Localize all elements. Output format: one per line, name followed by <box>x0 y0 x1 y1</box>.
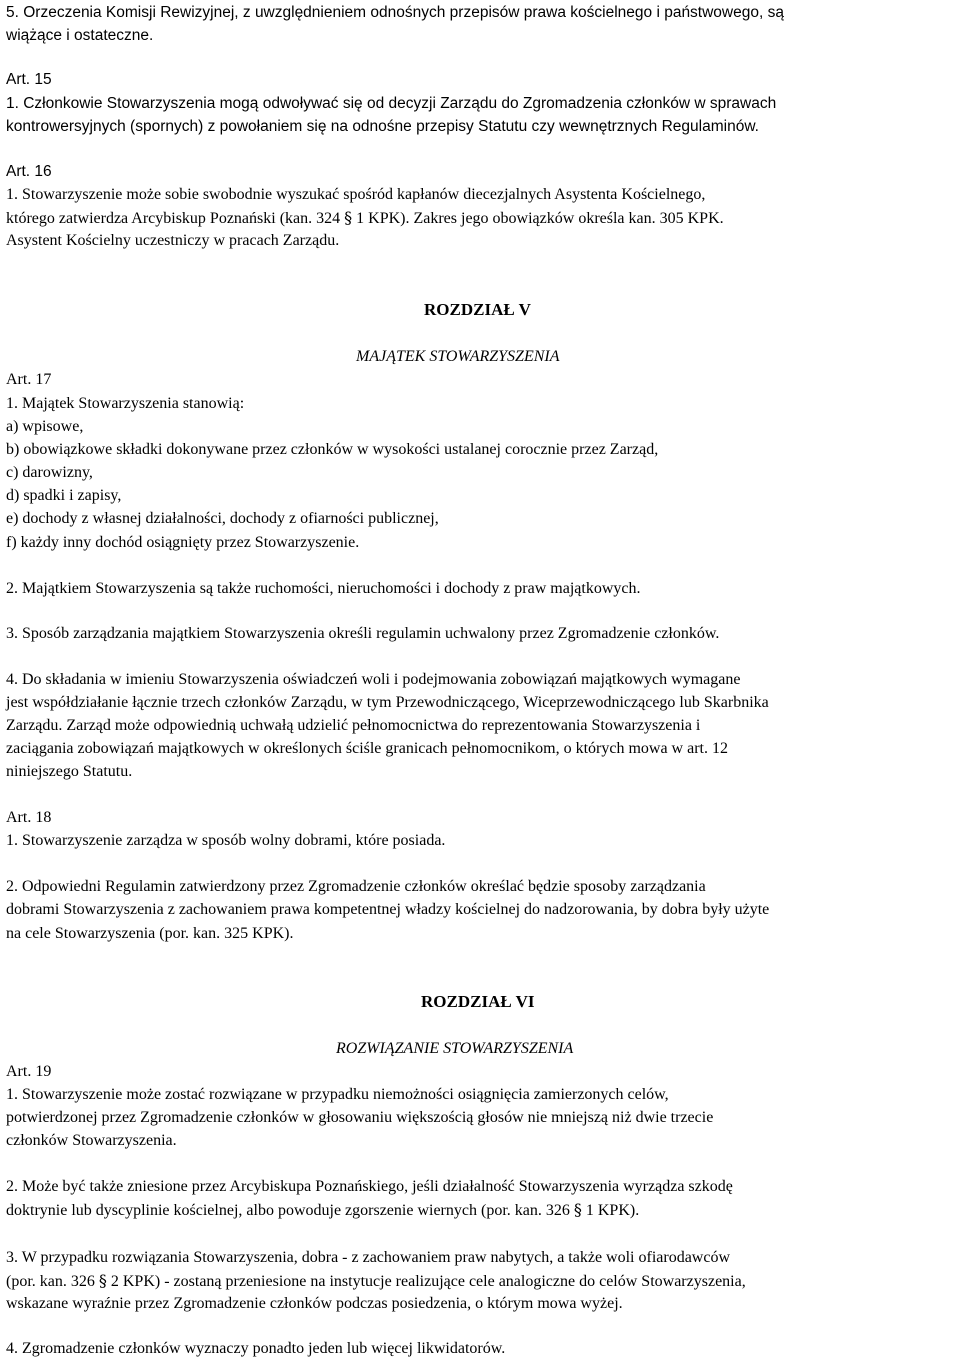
section-sign: § <box>98 1271 107 1290</box>
art17-item4-line2: jest współdziałanie łącznie trzech członków Zarządu, w tym Przewodniczącego, Wiceprzewodniczącego lub Skarbnika <box>6 694 769 711</box>
art19-item1-line3: członków Stowarzyszenia. <box>6 1132 177 1149</box>
chapter-6-title: ROZWIĄZANIE STOWARZYSZENIA <box>336 1040 574 1057</box>
chapter-5-number: ROZDZIAŁ V <box>424 300 531 319</box>
art19-item1-line2: potwierdzonej przez Zgromadzenie członków w głosowaniu większością głosów nie mniejszą niż dwie trzecie <box>6 1109 714 1126</box>
art16-heading: Art. 16 <box>6 163 52 180</box>
art18-item2-line3: na cele Stowarzyszenia (por. kan. 325 KPK). <box>6 925 294 942</box>
art16-line2-end: 1 KPK). Zakres jego obowiązków określa kan. 305 KPK. <box>356 210 724 227</box>
art17-subitem-f: f) każdy inny dochód osiągnięty przez Stowarzyszenie. <box>6 534 360 551</box>
art19-item3-line2 <box>6 1271 746 1292</box>
art18-item2-line1: 2. Odpowiedni Regulamin zatwierdzony przez Zgromadzenie członków określać będzie sposoby zarządzania <box>6 878 706 895</box>
art17-item2: 2. Majątkiem Stowarzyszenia są także ruchomości, nieruchomości i dochody z praw majątkowych. <box>6 580 641 597</box>
art17-subitem-d: d) spadki i zapisy, <box>6 487 122 504</box>
art17-subitem-b: b) obowiązkowe składki dokonywane przez członków w wysokości ustalanej corocznie przez Zarząd, <box>6 441 659 458</box>
art19-item3-line2-end: 2 KPK) - zostaną przeniesione na instytucje realizujące cele analogiczne do celów Stowarzyszenia, <box>110 1273 746 1290</box>
art19-item2-line2 <box>6 1200 639 1221</box>
art17-subitem-e: e) dochody z własnej działalności, dochody z ofiarności publicznej, <box>6 510 439 527</box>
art16-line1: 1. Stowarzyszenie może sobie swobodnie wyszukać spośród kapłanów diecezjalnych Asystenta Kościelnego, <box>6 186 706 203</box>
art18-item2-line2: dobrami Stowarzyszenia z zachowaniem prawa kompetentnej władzy kościelnej do nadzorowania, by dobra były użyte <box>6 901 770 918</box>
art18-heading: Art. 18 <box>6 809 52 826</box>
art19-item2-line1: 2. Może być także zniesione przez Arcybiskupa Poznańskiego, jeśli działalność Stowarzyszenia wyrządza szkodę <box>6 1178 733 1195</box>
art17-heading: Art. 17 <box>6 371 52 388</box>
art16-line2-start: którego zatwierdza Arcybiskup Poznański (kan. 324 <box>6 210 341 227</box>
art19-item3-line3: wskazane wyraźnie przez Zgromadzenie członków podczas posiedzenia, o którym mowa wyżej. <box>6 1295 623 1312</box>
art17-item3: 3. Sposób zarządzania majątkiem Stowarzyszenia określi regulamin uchwalony przez Zgromadzenie członków. <box>6 625 720 642</box>
art17-item1: 1. Majątek Stowarzyszenia stanowią: <box>6 395 245 412</box>
art19-item4: 4. Zgromadzenie członków wyznaczy ponadto jeden lub więcej likwidatorów. <box>6 1340 506 1357</box>
art15-item5-line1: 5. Orzeczenia Komisji Rewizyjnej, z uwzględnieniem odnośnych przepisów prawa kościelnego i państwowego, są <box>6 4 784 21</box>
art16-line3: Asystent Kościelny uczestniczy w pracach Zarządu. <box>6 232 340 249</box>
art17-item4-line3: Zarządu. Zarząd może odpowiednią uchwałą udzielić pełnomocnictwa do reprezentowania Stowarzyszenia i <box>6 717 701 734</box>
art17-subitem-a: a) wpisowe, <box>6 418 84 435</box>
chapter-6-number: ROZDZIAŁ VI <box>421 992 535 1011</box>
art16-line2 <box>6 208 724 229</box>
art18-item1: 1. Stowarzyszenie zarządza w sposób wolny dobrami, które posiada. <box>6 832 446 849</box>
chapter-5-title: MAJĄTEK STOWARZYSZENIA <box>356 348 560 365</box>
art15-item1-line1: 1. Członkowie Stowarzyszenia mogą odwoływać się od decyzji Zarządu do Zgromadzenia członków w sprawach <box>6 95 777 112</box>
art15-heading: Art. 15 <box>6 71 52 88</box>
art19-heading: Art. 19 <box>6 1063 52 1080</box>
art17-subitem-c: c) darowizny, <box>6 464 93 481</box>
art17-item4-line5: niniejszego Statutu. <box>6 763 133 780</box>
art19-item2-line2-start: doktrynie lub dyscyplinie kościelnej, albo powoduje zgorszenie wiernych (por. kan. 326 <box>6 1202 570 1219</box>
art19-item2-line2-end: 1 KPK). <box>585 1202 640 1219</box>
art15-item5-line2: wiążące i ostateczne. <box>6 27 154 44</box>
section-sign: § <box>344 208 353 227</box>
art15-item1-line2: kontrowersyjnych (spornych) z powołaniem się na odnośne przepisy Statutu czy wewnętrznych Regulaminów. <box>6 118 759 135</box>
art19-item3-line2-start: (por. kan. 326 <box>6 1273 95 1290</box>
art17-item4-line4: zaciągania zobowiązań majątkowych w określonych ściśle granicach pełnomocnikom, o których mowa w art. 12 <box>6 740 728 757</box>
art19-item3-line1: 3. W przypadku rozwiązania Stowarzyszenia, dobra - z zachowaniem praw nabytych, a także woli ofiarodawców <box>6 1249 730 1266</box>
art19-item1-line1: 1. Stowarzyszenie może zostać rozwiązane w przypadku niemożności osiągnięcia zamierzonych celów, <box>6 1086 669 1103</box>
art17-item4-line1: 4. Do składania w imieniu Stowarzyszenia oświadczeń woli i podejmowania zobowiązań majątkowych wymagane <box>6 671 741 688</box>
section-sign: § <box>573 1200 582 1219</box>
